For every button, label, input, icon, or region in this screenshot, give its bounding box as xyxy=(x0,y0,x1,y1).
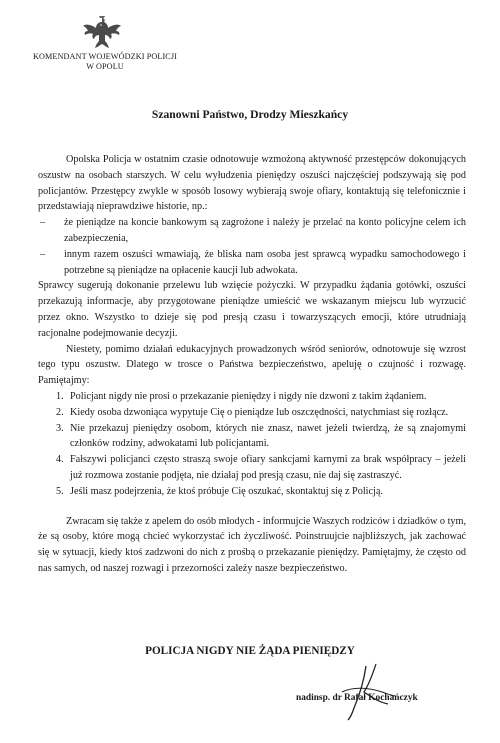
after-list-paragraph: Sprawcy sugerują dokonanie przelewu lub wzięcie pożyczki. W przypadku żądania gotówki, oszuści przekazują informacje, aby przygotowane pieniądze umieścić we wskazanym miejscu lub wyrzucić przez okno. Wszystko to dzieje się pod presją czasu i towarzyszących emocji, które utrudniają racjonalne podejmowanie decyzji. xyxy=(38,280,466,339)
salutation: Szanowni Państwo, Drodzy Mieszkańcy xyxy=(151,108,349,121)
list-item xyxy=(38,452,466,484)
appeal-paragraph: Niestety, pomimo działań edukacyjnych prowadzonych wśród seniorów, odnotowuje się wzrost tego typu oszustw. Dlatego w trosce o Państwa bezpieczeństwo, apeluję o czujność i rozwagę. Pamiętajmy: xyxy=(38,343,466,387)
list-item-text: że pieniądze na koncie bankowym są zagrożone i należy je przelać na konto policyjne celem ich zabezpieczenia, xyxy=(64,217,466,244)
list-item xyxy=(38,247,466,279)
letterhead-org xyxy=(30,52,180,72)
list-item xyxy=(38,484,466,500)
list-item-text: Kiedy osoba dzwoniąca wypytuje Cię o pieniądze lub oszczędności, natychmiast się rozłącz. xyxy=(70,406,449,418)
org-line-2: W OPOLU xyxy=(86,62,124,71)
list-number: 2. xyxy=(56,406,64,418)
rules-list xyxy=(38,389,466,500)
list-number: 1. xyxy=(56,390,64,402)
list-item xyxy=(38,421,466,453)
closing-slogan: POLICJA NIGDY NIE ŻĄDA PIENIĘDZY xyxy=(145,645,355,657)
list-item xyxy=(38,389,466,405)
intro-paragraph: Opolska Policja w ostatnim czasie odnotowuje wzmożoną aktywność przestępców dokonujących oszustw na osobach starszych. W celu wyłudzenia pieniędzy oszuści najczęściej podszywają się pod policjantów. Przestępcy zwykle w sposób losowy wybierają swoje ofiary, kontaktują się telefonicznie i przedstawiają nieprawdziwe historie, np.: xyxy=(38,154,466,213)
list-item-text: Policjant nigdy nie prosi o przekazanie pieniędzy i nigdy nie dzwoni z takim żądaniem. xyxy=(70,390,427,402)
scam-examples-list xyxy=(38,215,466,278)
dash-bullet-icon: – xyxy=(40,217,46,229)
list-item-text: Fałszywi policjanci często straszą swoje ofiary sankcjami karnymi za brak współpracy – jeżeli już rozmowa zostanie podjęta, nie działaj pod presją czasu, nie daj się zastraszyć. xyxy=(70,454,466,481)
list-item xyxy=(38,405,466,421)
signature-name: nadinsp. dr Rafał Kochańczyk xyxy=(296,693,418,703)
polish-eagle-icon xyxy=(82,14,122,52)
letter-body-part-1 xyxy=(38,152,466,577)
org-line-1: KOMENDANT WOJEWÓDZKI POLICJI xyxy=(33,52,177,61)
list-item-text: Nie przekazuj pieniędzy osobom, których nie znasz, nawet jeżeli twierdzą, że są znajomymi członków rodziny, adwokatami lub policjantami. xyxy=(70,422,466,450)
dash-bullet-icon: – xyxy=(40,248,46,260)
list-item-text: Jeśli masz podejrzenia, że ktoś próbuje Cię oszukać, skontaktuj się z Policją. xyxy=(70,485,383,497)
list-number: 3. xyxy=(56,422,64,434)
list-number: 5. xyxy=(56,485,64,497)
list-item-text: innym razem oszuści wmawiają, że bliska nam osoba jest sprawcą wypadku samochodowego i potrzebne są pieniądze na opłacenie kaucji lub adwokata. xyxy=(64,248,466,276)
final-paragraph: Zwracam się także z apelem do osób młodych - informujcie Waszych rodziców i dziadków o tym, że są osoby, które mogą chcieć wykorzystać ich życzliwość. Poinstruujcie najbliższych, jak zachować się w sytuacji, kiedy ktoś zadzwoni do nich z prośbą o przekazanie pieniędzy. Pamiętajmy, że często od nas samych, od naszej rozwagi i przezorności zależy nasze bezpieczeństwo. xyxy=(38,515,466,574)
list-number: 4. xyxy=(56,454,64,466)
list-item xyxy=(38,215,466,247)
handwritten-signature xyxy=(330,662,400,722)
